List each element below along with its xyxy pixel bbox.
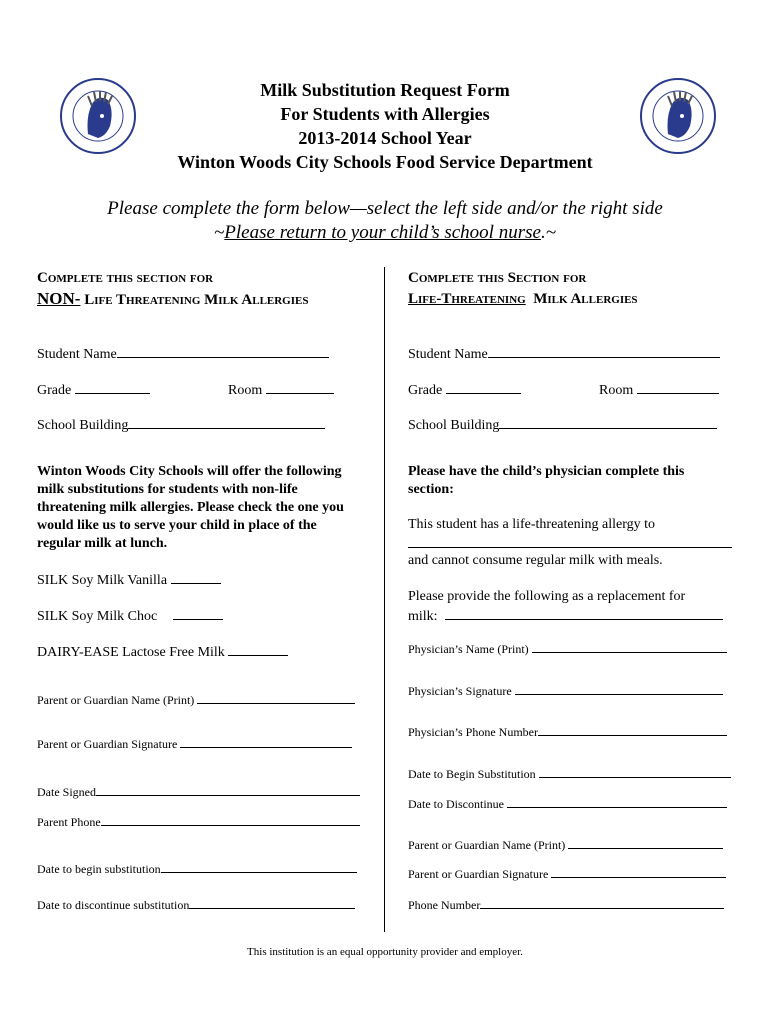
- school-year: 2013-2014 School Year: [298, 128, 472, 148]
- physician-signature[interactable]: Physician’s Signature: [408, 683, 723, 699]
- instruction-text: Please complete the form below—select the left side and/or the right side: [107, 198, 663, 219]
- left-parent-phone[interactable]: Parent Phone: [37, 814, 360, 830]
- physician-name[interactable]: Physician’s Name (Print): [408, 641, 727, 657]
- left-date-begin[interactable]: Date to begin substitution: [37, 861, 357, 877]
- form-subtitle: For Students with Allergies: [280, 104, 490, 124]
- right-student-name[interactable]: Student Name: [408, 344, 720, 364]
- right-school-building[interactable]: School Building: [408, 415, 717, 435]
- right-parent-name[interactable]: Parent or Guardian Name (Print): [408, 837, 723, 853]
- option-dairy-ease[interactable]: DAIRY-EASE Lactose Free Milk: [37, 642, 288, 662]
- return-instruction: ~Please return to your child’s school nurse.~: [214, 222, 556, 243]
- cannot-consume-text: and cannot consume regular milk with meals.: [408, 553, 663, 568]
- option-silk-vanilla[interactable]: SILK Soy Milk Vanilla: [37, 570, 221, 590]
- footer-text: This institution is an equal opportunity provider and employer.: [247, 946, 523, 958]
- form-title: Milk Substitution Request Form: [260, 80, 510, 100]
- left-parent-signature[interactable]: Parent or Guardian Signature: [37, 736, 352, 752]
- column-divider: [384, 267, 385, 932]
- left-date-signed[interactable]: Date Signed: [37, 784, 360, 800]
- option-silk-choc[interactable]: SILK Soy Milk Choc: [37, 606, 223, 626]
- right-grade[interactable]: Grade: [408, 380, 521, 400]
- left-school-building[interactable]: School Building: [37, 415, 325, 435]
- left-date-discontinue[interactable]: Date to discontinue substitution: [37, 897, 355, 913]
- physician-phone[interactable]: Physician’s Phone Number: [408, 724, 727, 740]
- department-name: Winton Woods City Schools Food Service Department: [177, 152, 593, 172]
- right-section-heading-2: Life-Threatening Milk Allergies: [408, 291, 638, 307]
- left-section-heading-1: Complete this section for: [37, 270, 214, 286]
- allergy-text: This student has a life-threatening allergy to: [408, 517, 656, 532]
- replacement-text: Please provide the following as a replacement for: [408, 589, 686, 604]
- left-parent-name[interactable]: Parent or Guardian Name (Print): [37, 692, 355, 708]
- left-grade[interactable]: Grade: [37, 380, 150, 400]
- left-offer-text: Winton Woods City Schools will offer the following milk substitutions for students with non-life threatening milk allergies. Please check the one you would like us to serve your child in place of the regular milk at lunch.: [37, 464, 344, 551]
- left-student-name[interactable]: Student Name: [37, 344, 329, 364]
- right-room[interactable]: Room: [599, 380, 719, 400]
- allergy-field[interactable]: [408, 547, 732, 548]
- right-date-discontinue[interactable]: Date to Discontinue: [408, 796, 727, 812]
- left-room[interactable]: Room: [228, 380, 334, 400]
- replacement-milk-field[interactable]: milk:: [408, 606, 723, 626]
- left-section-heading-2: NON- Life Threatening Milk Allergies: [37, 289, 309, 308]
- right-parent-signature[interactable]: Parent or Guardian Signature: [408, 866, 726, 882]
- physician-instruction: Please have the child’s physician complete this section:: [408, 464, 685, 497]
- right-phone-number[interactable]: Phone Number: [408, 897, 724, 913]
- right-section-heading-1: Complete this Section for: [408, 270, 587, 286]
- right-date-begin[interactable]: Date to Begin Substitution: [408, 766, 731, 782]
